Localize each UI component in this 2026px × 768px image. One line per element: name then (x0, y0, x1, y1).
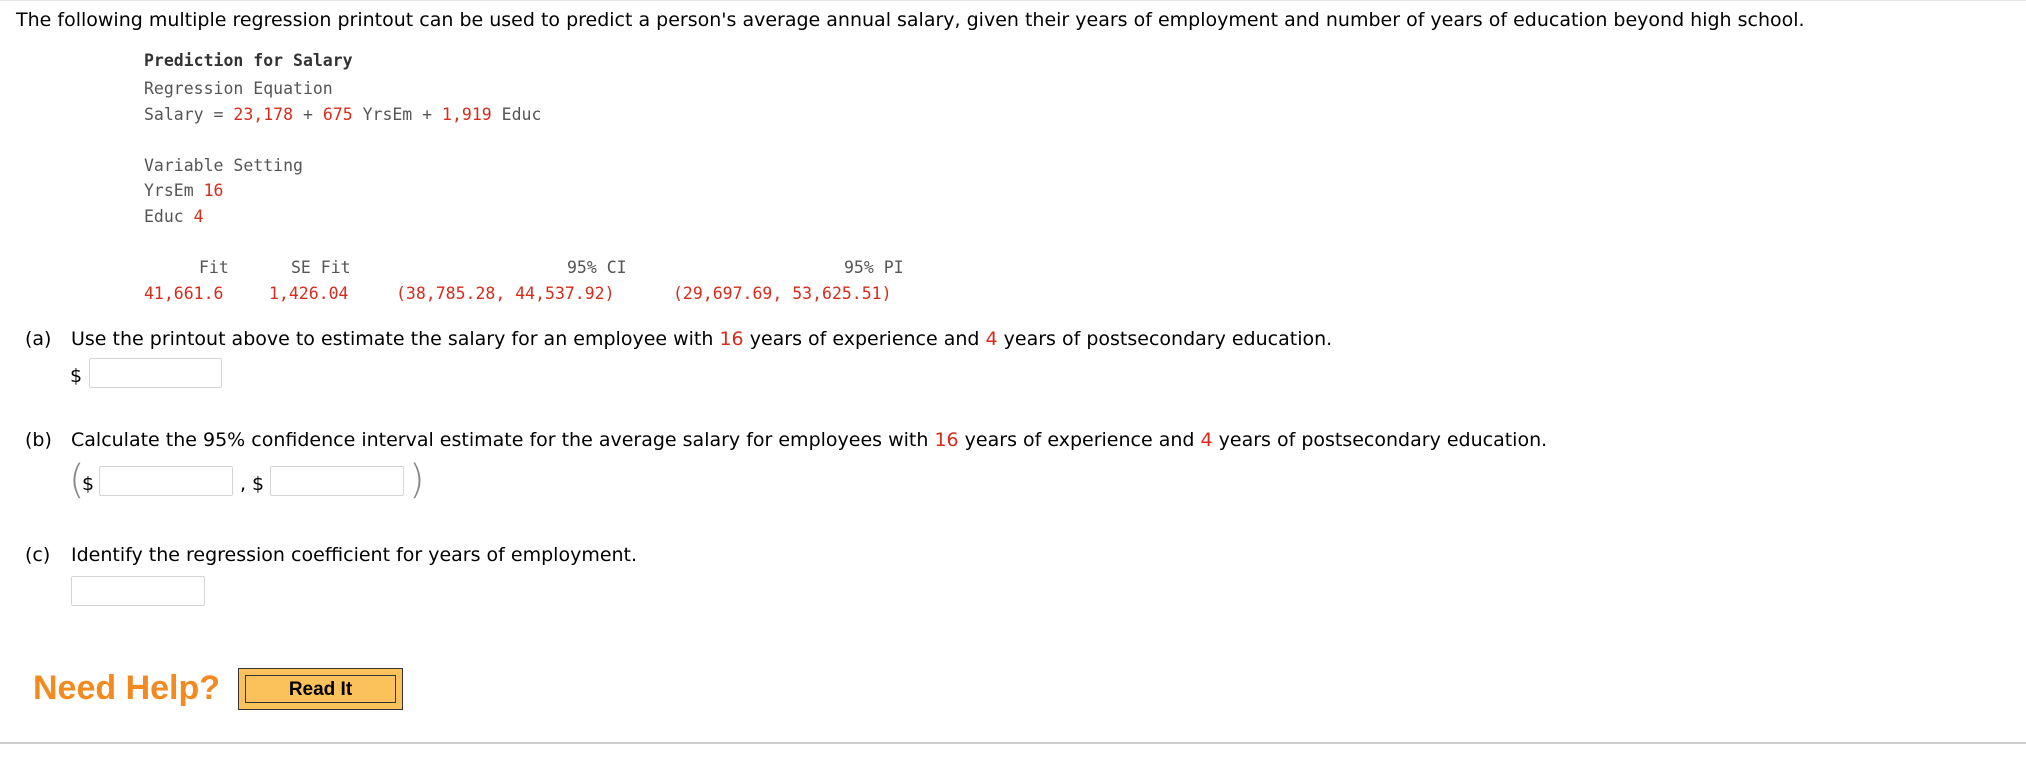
part-a-dollar-sign: $ (70, 365, 83, 387)
header-se-fit: SE Fit (291, 258, 351, 277)
equation-var-yrsem: YrsEm + (352, 105, 443, 124)
read-it-button[interactable] (238, 668, 403, 710)
equation-plus: + (293, 105, 323, 124)
part-b-lower-dollar-sign: $ (82, 473, 95, 495)
setting-yrsem (144, 178, 223, 204)
part-a-text-3: years of postsecondary education. (997, 328, 1333, 350)
salary-estimate-input[interactable] (89, 358, 222, 388)
part-b-upper-dollar-sign: $ (252, 473, 265, 495)
value-95-ci: (38,785.28, 44,537.92) (396, 284, 615, 303)
equation-heading: Regression Equation (144, 79, 333, 98)
equation-var-educ: Educ (491, 105, 542, 124)
setting-educ-value: 4 (193, 207, 204, 226)
regression-equation (144, 102, 541, 128)
read-it-label: Read It (245, 675, 396, 703)
interval-open-paren: ( (69, 457, 85, 503)
regression-coefficient-input[interactable] (71, 576, 205, 606)
value-95-pi: (29,697.69, 53,625.51) (673, 284, 892, 303)
problem-intro: The following multiple regression printout can be used to predict a person's average annual salary, given their years of employment and number of years of education beyond high school. (16, 9, 1805, 31)
ci-lower-bound-input[interactable] (99, 466, 233, 496)
value-fit: 41,661.6 (144, 284, 224, 303)
header-fit: Fit (199, 258, 229, 277)
header-95-pi: 95% PI (844, 258, 904, 277)
header-95-ci: 95% CI (567, 258, 627, 277)
part-b-years-education: 4 (1200, 429, 1213, 451)
part-a-years-experience: 16 (719, 328, 744, 350)
part-a-label: (a) (25, 328, 52, 350)
setting-educ (144, 204, 204, 230)
equation-constant: 23,178 (233, 105, 294, 124)
bottom-divider (0, 742, 2026, 744)
part-b-text-3: years of postsecondary education. (1212, 429, 1548, 451)
part-b-years-experience: 16 (934, 429, 959, 451)
part-a-text-2: years of experience and (743, 328, 986, 350)
top-divider (0, 0, 2026, 1)
interval-close-paren: ) (409, 457, 425, 503)
ci-upper-bound-input[interactable] (270, 466, 404, 496)
setting-educ-name: Educ (144, 207, 194, 226)
part-b-question (71, 428, 1547, 452)
equation-coef-yrsem: 675 (322, 105, 353, 124)
equation-coef-educ: 1,919 (442, 105, 492, 124)
setting-yrsem-value: 16 (203, 181, 224, 200)
setting-heading: Variable Setting (144, 156, 303, 175)
part-a-question (71, 327, 1332, 351)
setting-yrsem-name: YrsEm (144, 181, 204, 200)
part-a-text-1: Use the printout above to estimate the salary for an employee with (71, 328, 720, 350)
equation-lhs: Salary = (144, 105, 234, 124)
part-a-years-education: 4 (985, 328, 998, 350)
interval-comma: , (240, 473, 247, 495)
part-c-question: Identify the regression coefficient for years of employment. (71, 544, 638, 566)
part-c-label: (c) (25, 544, 51, 566)
printout-title: Prediction for Salary (144, 51, 353, 70)
part-b-text-2: years of experience and (958, 429, 1201, 451)
part-b-label: (b) (25, 429, 52, 451)
value-se-fit: 1,426.04 (269, 284, 349, 303)
part-b-text-1: Calculate the 95% confidence interval estimate for the average salary for employees with (71, 429, 935, 451)
need-help-label: Need Help? (33, 669, 221, 707)
